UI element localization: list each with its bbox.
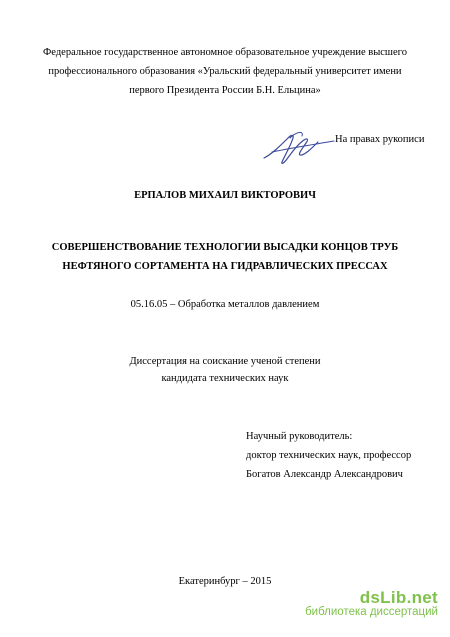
watermark-logo: dsLib.net (359, 588, 438, 607)
author-name: ЕРПАЛОВ МИХАИЛ ВИКТОРОВИЧ (134, 190, 316, 201)
watermark-subtitle: библиотека диссертаций (305, 606, 438, 618)
dissertation-title (0, 238, 450, 276)
title-line-2: НЕФТЯНОГО СОРТАМЕНТА НА ГИДРАВЛИЧЕСКИХ ПРЕССАХ (62, 261, 388, 272)
degree-line-1: Диссертация на соискание ученой степени (129, 356, 321, 367)
supervisor-label: Научный руководитель: (246, 431, 353, 442)
handwritten-signature (260, 128, 338, 168)
city-year: Екатеринбург – 2015 (178, 576, 272, 587)
institution-line-3: первого Президента России Б.Н. Ельцина» (129, 85, 321, 96)
specialty-code: 05.16.05 – Обработка металлов давлением (130, 299, 320, 310)
rights-note: На правах рукописи (335, 134, 425, 145)
institution-header (0, 43, 450, 100)
degree-line-2: кандидата технических наук (161, 373, 289, 384)
institution-line-1: Федеральное государственное автономное образовательное учреждение высшего (43, 47, 407, 58)
title-line-1: СОВЕРШЕНСТВОВАНИЕ ТЕХНОЛОГИИ ВЫСАДКИ КОНЦОВ ТРУБ (51, 242, 399, 253)
watermark (305, 588, 438, 618)
supervisor-degree: доктор технических наук, профессор (246, 450, 412, 461)
institution-line-2: профессионального образования «Уральский федеральный университет имени (48, 66, 402, 77)
supervisor-block (246, 427, 411, 484)
degree-statement (0, 353, 450, 387)
supervisor-name: Богатов Александр Александрович (246, 469, 403, 480)
